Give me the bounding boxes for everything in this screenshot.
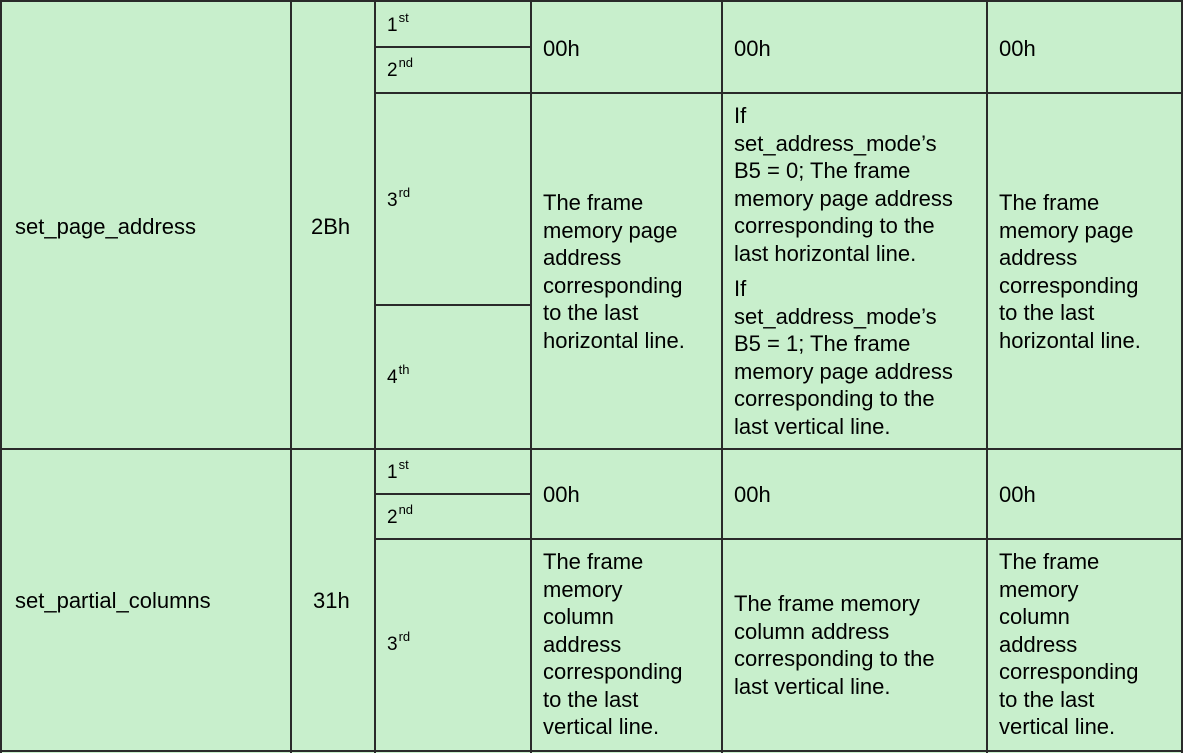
description-line: address — [543, 245, 622, 270]
column-divider — [530, 0, 532, 753]
parameter-ordinal: 1st — [387, 457, 409, 483]
description-line: If — [734, 103, 747, 128]
default-value: 00h — [543, 36, 580, 61]
description-line: last horizontal line. — [734, 240, 917, 266]
default-value: 00h — [999, 36, 1036, 61]
description-line: address — [543, 631, 622, 657]
description-line: set_address_mode’s — [734, 303, 937, 329]
param-divider — [374, 304, 532, 306]
description-line: B5 = 0; The frame — [734, 158, 911, 183]
table-border-bottom — [0, 750, 1183, 752]
description-cell — [999, 189, 1141, 354]
description-line: vertical line. — [543, 714, 660, 739]
description-cell — [543, 548, 682, 741]
description-line: memory — [999, 576, 1079, 602]
command-code: 2Bh — [311, 214, 351, 239]
description-line: If — [734, 276, 747, 301]
description-line: vertical line. — [999, 714, 1116, 739]
description-line: The frame — [999, 190, 1100, 215]
description-line: corresponding to the — [734, 646, 935, 671]
column-divider — [374, 0, 376, 753]
row-divider — [0, 448, 1183, 450]
default-value: 00h — [543, 482, 580, 507]
description-cell — [999, 548, 1138, 741]
default-value: 00h — [999, 482, 1036, 507]
description-line: memory — [543, 576, 623, 602]
description-cell — [734, 590, 935, 700]
parameter-ordinal: 1st — [387, 10, 409, 36]
description-line: The frame — [999, 549, 1100, 574]
description-line: column — [999, 604, 1070, 629]
description-line: last vertical line. — [734, 673, 891, 699]
parameter-ordinal: 2nd — [387, 55, 414, 81]
description-cell — [543, 189, 685, 354]
description-line: horizontal line. — [999, 327, 1141, 353]
description-line: The frame — [543, 190, 644, 215]
description-line: corresponding — [543, 659, 683, 684]
description-line: address — [999, 631, 1078, 657]
description-line: last vertical line. — [734, 413, 891, 439]
default-value: 00h — [734, 36, 771, 61]
description-line: column — [543, 604, 614, 629]
description-line: corresponding to the — [734, 213, 935, 238]
description-line: corresponding — [543, 272, 683, 298]
description-line: The frame memory — [734, 591, 920, 616]
description-line: column address — [734, 618, 890, 644]
description-line: memory page address — [734, 358, 953, 384]
description-line: memory page — [999, 217, 1134, 243]
description-line: address — [999, 245, 1078, 270]
command-name: set_partial_columns — [15, 588, 211, 613]
description-line: to the last — [999, 686, 1095, 712]
description-line: memory page address — [734, 185, 953, 211]
param-divider — [374, 46, 532, 48]
description-line: corresponding to the — [734, 386, 935, 411]
description-line: horizontal line. — [543, 327, 685, 353]
parameter-ordinal: 4th — [387, 362, 410, 388]
column-divider — [721, 0, 723, 753]
column-divider — [290, 0, 292, 753]
table-border-left — [0, 0, 2, 753]
description-line: to the last — [999, 300, 1095, 325]
parameter-ordinal: 2nd — [387, 502, 414, 528]
parameter-ordinal: 3rd — [387, 629, 411, 655]
command-name: set_page_address — [15, 214, 197, 239]
table-border-top — [0, 0, 1183, 2]
param-divider — [374, 493, 532, 495]
param-group-divider — [374, 92, 1183, 94]
column-divider — [986, 0, 988, 753]
description-line: to the last — [543, 686, 639, 712]
default-value: 00h — [734, 482, 771, 507]
parameter-ordinal: 3rd — [387, 185, 411, 211]
description-line: B5 = 1; The frame — [734, 331, 911, 356]
description-cell — [734, 102, 953, 440]
description-line: The frame — [543, 549, 644, 574]
param-group-divider — [374, 538, 1183, 540]
description-line: set_address_mode’s — [734, 130, 937, 156]
description-line: corresponding — [999, 272, 1139, 298]
description-line: corresponding — [999, 659, 1139, 684]
description-line: memory page — [543, 217, 678, 243]
command-code: 31h — [313, 588, 350, 613]
description-line: to the last — [543, 300, 639, 325]
